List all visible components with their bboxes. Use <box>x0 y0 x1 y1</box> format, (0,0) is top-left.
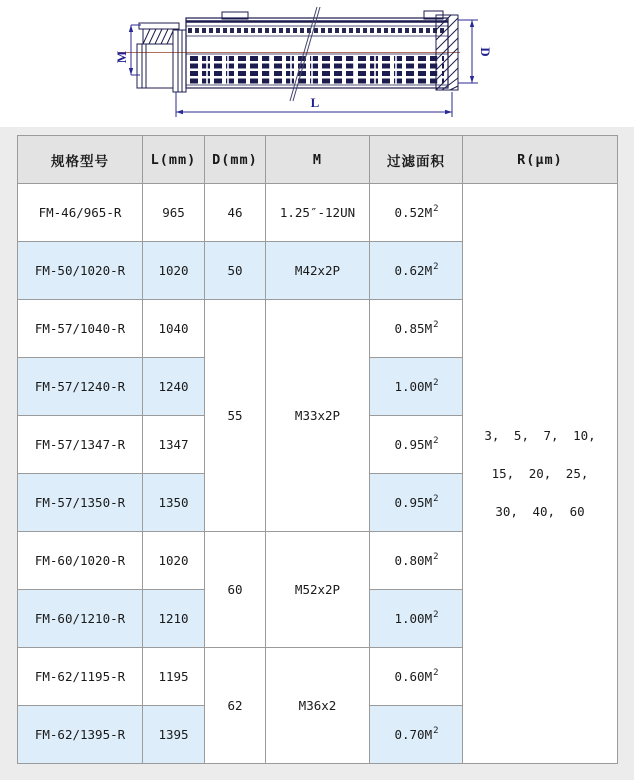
diameter-cell: 55 <box>205 300 266 532</box>
diameter-cell: 46 <box>205 184 266 242</box>
header-row <box>18 136 618 184</box>
model-cell: FM-57/1347-R <box>18 416 143 474</box>
length-cell: 1350 <box>143 474 205 532</box>
area-cell: $0.95M^2$ <box>370 474 463 532</box>
length-cell: 1020 <box>143 532 205 590</box>
thread-cell: M42x2P <box>266 242 370 300</box>
model-cell: FM-60/1020-R <box>18 532 143 590</box>
length-cell: 1347 <box>143 416 205 474</box>
model-cell: FM-46/965-R <box>18 184 143 242</box>
filter-body <box>186 11 448 88</box>
col-header-model: 规格型号 <box>18 136 143 184</box>
micron-line: 15, 20, 25, <box>491 465 589 481</box>
thread-cell: 1.25″-12UN <box>266 184 370 242</box>
area-cell: $1.00M^2$ <box>370 358 463 416</box>
area-cell: $0.80M^2$ <box>370 532 463 590</box>
diameter-cell: 50 <box>205 242 266 300</box>
model-cell: FM-62/1195-R <box>18 648 143 706</box>
thread-cell: M36x2 <box>266 648 370 764</box>
length-cell: 965 <box>143 184 205 242</box>
dimension-l <box>176 92 452 117</box>
micron-ratings-cell <box>463 184 618 764</box>
col-header-diameter: D(mm) <box>205 136 266 184</box>
spec-table <box>17 135 618 764</box>
filter-element-diagram <box>0 0 634 127</box>
length-cell: 1210 <box>143 590 205 648</box>
thread-cell: M52x2P <box>266 532 370 648</box>
thread-cell: M33x2P <box>266 300 370 532</box>
model-cell: FM-50/1020-R <box>18 242 143 300</box>
length-cell: 1040 <box>143 300 205 358</box>
model-cell: FM-57/1040-R <box>18 300 143 358</box>
model-cell: FM-57/1350-R <box>18 474 143 532</box>
dimension-label-d: D <box>478 47 493 57</box>
col-header-filter-area: 过滤面积 <box>370 136 463 184</box>
area-cell: $1.00M^2$ <box>370 590 463 648</box>
model-cell: FM-57/1240-R <box>18 358 143 416</box>
area-cell: $0.62M^2$ <box>370 242 463 300</box>
area-cell: $0.70M^2$ <box>370 706 463 764</box>
dimension-label-m: M <box>114 50 129 64</box>
model-cell: FM-60/1210-R <box>18 590 143 648</box>
length-cell: 1395 <box>143 706 205 764</box>
spec-table-panel <box>0 127 634 780</box>
length-cell: 1240 <box>143 358 205 416</box>
col-header-thread: M <box>266 136 370 184</box>
area-cell: $0.85M^2$ <box>370 300 463 358</box>
dimension-label-l: L <box>310 95 320 110</box>
length-cell: 1195 <box>143 648 205 706</box>
dimension-d <box>458 20 493 83</box>
micron-line: 30, 40, 60 <box>495 503 585 519</box>
diameter-cell: 60 <box>205 532 266 648</box>
micron-line: 3, 5, 7, 10, <box>484 427 596 443</box>
area-cell: $0.52M^2$ <box>370 184 463 242</box>
threaded-fitting <box>137 23 186 92</box>
model-cell: FM-62/1395-R <box>18 706 143 764</box>
table-row <box>18 184 618 242</box>
col-header-micron-rating: R(μm) <box>463 136 618 184</box>
col-header-length: L(mm) <box>143 136 205 184</box>
area-cell: $0.95M^2$ <box>370 416 463 474</box>
filter-element-drawing <box>0 0 634 127</box>
diameter-cell: 62 <box>205 648 266 764</box>
length-cell: 1020 <box>143 242 205 300</box>
area-cell: $0.60M^2$ <box>370 648 463 706</box>
